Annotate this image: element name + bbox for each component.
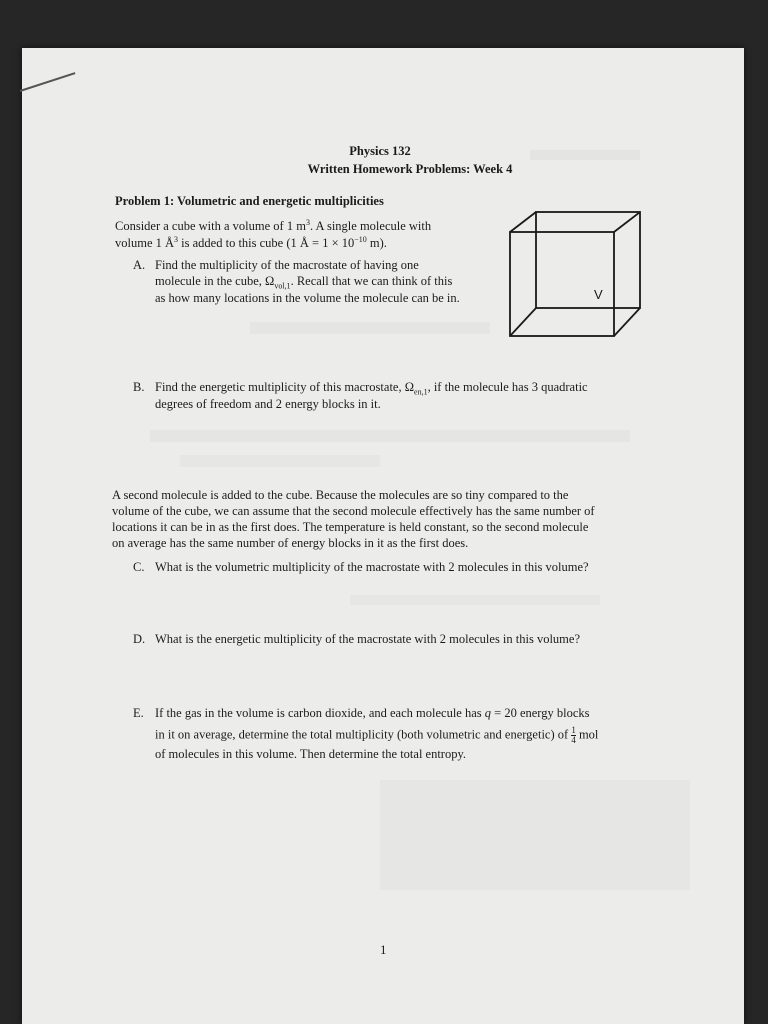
part-c-question: C. What is the volumetric multiplicity of the macrostate with 2 molecules in this volume? [133,560,589,574]
part-a-line-2: molecule in the cube, $\Omega_{vol,1}$. Recall that we can think of this [155,274,453,291]
fraction: $\frac{1}{4}$ [571,725,576,745]
paragraph-line-2: volume of the cube, we can assume that the second molecule effectively has the same number of [112,504,595,518]
intro-line-1: Consider a cube with a volume of 1 $m^3$. A single molecule with [115,218,432,234]
part-e-line-1: E. If the gas in the volume is carbon dioxide, and each molecule has q = 20 energy blocks [133,706,590,720]
bleed-through-mark [250,322,490,334]
paragraph-line-4: on average has the same number of energy blocks in it as the first does. [112,536,469,550]
paragraph-line-1: A second molecule is added to the cube. Because the molecules are so tiny compared to the [112,488,569,502]
page-number: 1 [380,942,387,957]
bleed-through-mark [380,780,690,890]
part-e-line-2: in it on average, determine the total multiplicity (both volumetric and energetic) of $\frac{1}{4}$ mol [155,725,599,745]
bleed-through-mark [180,455,380,467]
course-title: Physics 132 [349,144,411,158]
paragraph-line-3: locations it can be in as the first does. The temperature is held constant, so the second molecule [112,520,589,534]
part-b-line-1: B. Find the energetic multiplicity of this macrostate, $\Omega_{en,1}$, if the molecule has 3 quadratic [133,380,588,397]
problem-title: Problem 1: Volumetric and energetic multiplicities [115,194,384,208]
bleed-through-mark [150,430,630,442]
page-subtitle: Written Homework Problems: Week 4 [307,162,513,176]
part-a-line-1: A. Find the multiplicity of the macrostate of having one [133,258,419,272]
part-d-question: D. What is the energetic multiplicity of the macrostate with 2 molecules in this volume? [133,632,581,646]
intro-line-2: volume 1 $Å^3$ is added to this cube (1 Å = $1 \times 10^{-10}$ m). [115,235,387,251]
part-b-line-2: degrees of freedom and 2 energy blocks in it. [155,397,381,411]
cube-diagram [508,210,644,338]
part-e-line-3: of molecules in this volume. Then determine the total entropy. [155,747,467,761]
part-a-line-3: as how many locations in the volume the molecule can be in. [155,291,460,305]
cube-back-face [536,212,640,308]
bleed-through-mark [350,595,600,605]
cube-volume-label: V [594,287,603,302]
